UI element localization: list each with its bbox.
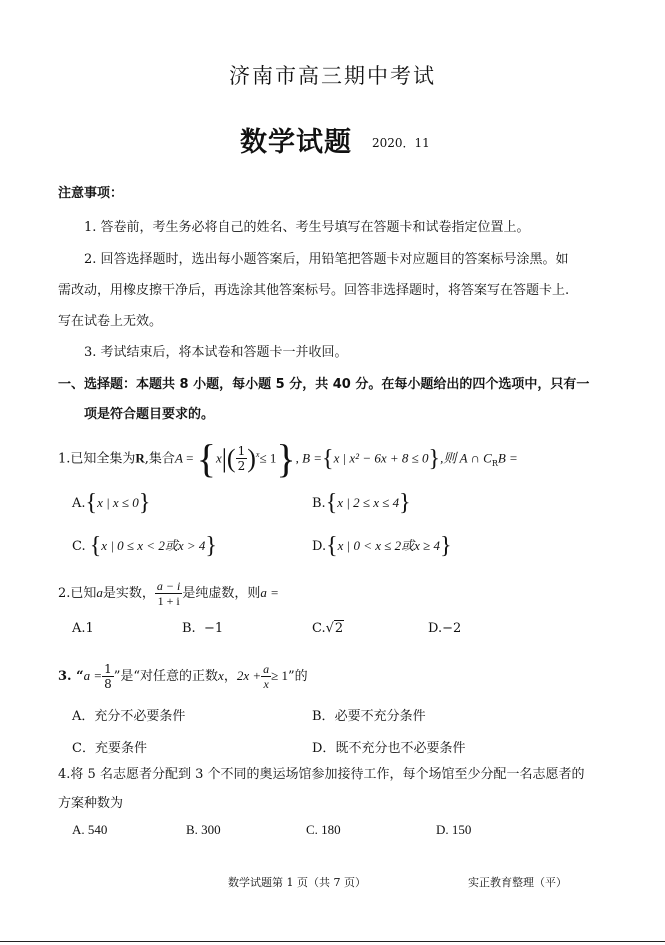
exam-title: 济南市高三期中考试 <box>229 64 436 88</box>
page-number: 数学试题第 1 页（共 7 页） <box>228 876 366 889</box>
q4-option-b: B. 300 <box>186 822 221 837</box>
question-4-cont: 方案种数为 <box>58 796 124 811</box>
credit: 实正教育整理（平） <box>468 876 567 889</box>
q2-option-a: A.1 <box>72 621 94 636</box>
notice-item-2: 2. 回答选择题时，选出每小题答案后，用铅笔把答题卡对应题目的答案标号涂黑。如 <box>84 252 569 267</box>
q1-set-b-body: x | x² − 6x + 8 ≤ 0 <box>333 450 429 466</box>
q1-set-a: A <box>174 450 183 466</box>
q1-option-c: C. {x | 0 ≤ x < 2或x > 4} <box>72 533 217 559</box>
q4-option-c: C. 180 <box>306 822 341 837</box>
question-1: 1.已知全集为R,集合A = {x|( $\frac{1}{2}$ )$^x$≤ 1}, B ={x | x² − 6x + 8 ≤ 0},则 A ∩ $C_RB$ = <box>58 435 518 481</box>
question-2: 2.已知a是实数， $\frac{a - i}{1 + i}$ 是纯虚数，则a = <box>58 579 279 608</box>
notice-item-3: 3. 考试结束后，将本试卷和答题卡一并收回。 <box>84 345 348 360</box>
q2-option-d: D.−2 <box>428 621 462 636</box>
q1-option-a: A.{x | x ≤ 0} <box>72 490 151 516</box>
q3-option-b: B．必要不充分条件 <box>312 709 426 724</box>
q2-option-b: B. −1 <box>182 621 224 636</box>
notice-heading: 注意事项： <box>58 186 124 201</box>
section-heading-cont: 项是符合题目要求的。 <box>84 407 215 422</box>
q1-fraction: $\frac{1}{2}$ <box>237 444 246 474</box>
section-heading: 一、选择题：本题共 8 小题，每小题 5 分，共 40 分。在每小题给出的四个选项中，只有一 <box>58 377 590 392</box>
q1-mid: ,集合 <box>144 451 175 467</box>
q1-universal-set: R <box>135 450 145 466</box>
q1-prefix: 1.已知全集为 <box>58 451 136 467</box>
page-bottom-rule <box>0 941 665 942</box>
question-3: 3. “a = $\frac{1}{8}$ ”是“对任意的正数x，2x + $\frac{a}{x}$ ≥ 1”的 <box>58 662 308 691</box>
notice-item-2-cont: 需改动，用橡皮擦干净后，再选涂其他答案标号。回答非选择题时，将答案写在答题卡上. <box>58 283 570 298</box>
q3-option-a: A．充分不必要条件 <box>72 709 186 724</box>
q3-option-d: D．既不充分也不必要条件 <box>312 741 466 756</box>
q1-set-b-label: , B = <box>295 450 323 466</box>
q1-option-d: D.{x | 0 < x ≤ 2或x ≥ 4} <box>312 533 452 559</box>
notice-item-2-end: 写在试卷上无效。 <box>58 314 163 329</box>
q1-option-b: B.{x | 2 ≤ x ≤ 4} <box>312 490 411 516</box>
q1-tail: ,则 A ∩ C <box>440 450 492 466</box>
subject-title: 数学试题 <box>240 127 352 158</box>
q4-option-d: D. 150 <box>436 822 472 837</box>
q3-option-c: C．充要条件 <box>72 741 147 756</box>
question-4: 4.将 5 名志愿者分配到 3 个不同的奥运场馆参加接待工作，每个场馆至少分配一名志愿者的 <box>58 767 585 782</box>
notice-item-1: 1. 答卷前，考生务必将自己的姓名、考生号填写在答题卡和试卷指定位置上。 <box>84 220 530 235</box>
q4-option-a: A. 540 <box>72 822 108 837</box>
q2-option-c: C.√2 <box>312 621 344 636</box>
exam-date: 2020．11 <box>372 136 430 150</box>
